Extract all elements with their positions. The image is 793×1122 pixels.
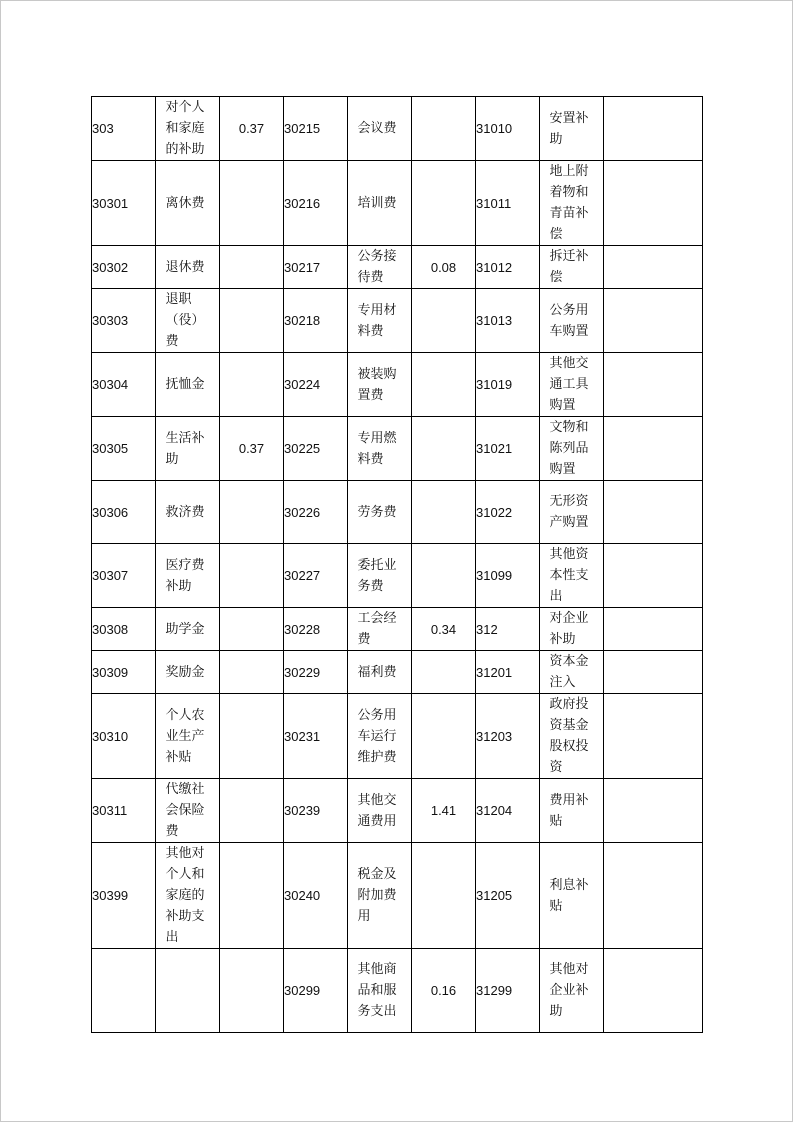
code-cell: 31201	[476, 651, 540, 694]
item-name-cell: 专用材料费	[348, 289, 412, 353]
code-cell: 30308	[92, 608, 156, 651]
item-name-cell: 退职（役）费	[156, 289, 220, 353]
code-cell: 30299	[284, 949, 348, 1033]
item-name-cell: 公务用车运行维护费	[348, 694, 412, 779]
amount-cell: 0.34	[412, 608, 476, 651]
item-name-cell: 对个人和家庭的补助	[156, 97, 220, 161]
amount-cell	[412, 353, 476, 417]
item-name-cell: 拆迁补偿	[540, 246, 604, 289]
code-cell: 31013	[476, 289, 540, 353]
item-name-cell: 福利费	[348, 651, 412, 694]
code-cell: 30302	[92, 246, 156, 289]
code-cell: 30303	[92, 289, 156, 353]
amount-cell	[604, 246, 703, 289]
item-name-cell: 离休费	[156, 161, 220, 246]
item-name-cell: 其他对个人和家庭的补助支出	[156, 843, 220, 949]
amount-cell: 1.41	[412, 779, 476, 843]
item-name-cell: 其他商品和服务支出	[348, 949, 412, 1033]
code-cell: 31012	[476, 246, 540, 289]
amount-cell	[604, 289, 703, 353]
item-name-cell: 公务接待费	[348, 246, 412, 289]
item-name-cell: 奖励金	[156, 651, 220, 694]
amount-cell	[412, 161, 476, 246]
table-row	[92, 481, 703, 544]
code-cell: 31205	[476, 843, 540, 949]
item-name-cell: 资本金注入	[540, 651, 604, 694]
code-cell: 30301	[92, 161, 156, 246]
code-cell: 30231	[284, 694, 348, 779]
code-cell: 30305	[92, 417, 156, 481]
item-name-cell	[156, 949, 220, 1033]
item-name-cell: 其他资本性支出	[540, 544, 604, 608]
table-row	[92, 949, 703, 1033]
code-cell: 31204	[476, 779, 540, 843]
code-cell: 30229	[284, 651, 348, 694]
item-name-cell: 费用补贴	[540, 779, 604, 843]
table-row	[92, 608, 703, 651]
item-name-cell: 利息补贴	[540, 843, 604, 949]
table-row	[92, 417, 703, 481]
item-name-cell: 工会经费	[348, 608, 412, 651]
item-name-cell: 税金及附加费用	[348, 843, 412, 949]
code-cell: 31099	[476, 544, 540, 608]
item-name-cell: 会议费	[348, 97, 412, 161]
code-cell: 30225	[284, 417, 348, 481]
code-cell: 30399	[92, 843, 156, 949]
code-cell: 303	[92, 97, 156, 161]
item-name-cell: 其他交通工具购置	[540, 353, 604, 417]
item-name-cell: 救济费	[156, 481, 220, 544]
code-cell: 30304	[92, 353, 156, 417]
code-cell: 30215	[284, 97, 348, 161]
item-name-cell: 医疗费补助	[156, 544, 220, 608]
table-row	[92, 161, 703, 246]
code-cell: 30227	[284, 544, 348, 608]
item-name-cell: 地上附着物和青苗补偿	[540, 161, 604, 246]
amount-cell	[220, 843, 284, 949]
amount-cell	[220, 353, 284, 417]
amount-cell	[412, 97, 476, 161]
code-cell: 30226	[284, 481, 348, 544]
table-row	[92, 651, 703, 694]
table-row	[92, 694, 703, 779]
item-name-cell: 对企业补助	[540, 608, 604, 651]
table-row	[92, 246, 703, 289]
amount-cell: 0.08	[412, 246, 476, 289]
item-name-cell: 培训费	[348, 161, 412, 246]
item-name-cell: 委托业务费	[348, 544, 412, 608]
item-name-cell: 专用燃料费	[348, 417, 412, 481]
item-name-cell: 政府投资基金股权投资	[540, 694, 604, 779]
amount-cell	[604, 417, 703, 481]
table-row	[92, 353, 703, 417]
code-cell: 30228	[284, 608, 348, 651]
amount-cell	[412, 651, 476, 694]
item-name-cell: 无形资产购置	[540, 481, 604, 544]
item-name-cell: 其他交通费用	[348, 779, 412, 843]
amount-cell	[412, 289, 476, 353]
amount-cell: 0.37	[220, 417, 284, 481]
amount-cell	[220, 289, 284, 353]
amount-cell	[604, 694, 703, 779]
code-cell: 31019	[476, 353, 540, 417]
amount-cell	[220, 246, 284, 289]
item-name-cell: 个人农业生产补贴	[156, 694, 220, 779]
item-name-cell: 生活补助	[156, 417, 220, 481]
amount-cell	[604, 843, 703, 949]
budget-expenditure-table	[91, 96, 703, 1033]
code-cell: 30240	[284, 843, 348, 949]
item-name-cell: 助学金	[156, 608, 220, 651]
amount-cell	[412, 544, 476, 608]
code-cell: 30309	[92, 651, 156, 694]
item-name-cell: 文物和陈列品购置	[540, 417, 604, 481]
amount-cell	[604, 481, 703, 544]
amount-cell: 0.16	[412, 949, 476, 1033]
code-cell: 30310	[92, 694, 156, 779]
code-cell: 30224	[284, 353, 348, 417]
amount-cell	[604, 949, 703, 1033]
amount-cell	[220, 161, 284, 246]
item-name-cell: 安置补助	[540, 97, 604, 161]
item-name-cell: 被装购置费	[348, 353, 412, 417]
code-cell: 31011	[476, 161, 540, 246]
table-row	[92, 97, 703, 161]
code-cell: 31022	[476, 481, 540, 544]
amount-cell: 0.37	[220, 97, 284, 161]
amount-cell	[220, 779, 284, 843]
code-cell: 31021	[476, 417, 540, 481]
amount-cell	[604, 651, 703, 694]
table-row	[92, 544, 703, 608]
code-cell: 31203	[476, 694, 540, 779]
amount-cell	[604, 544, 703, 608]
code-cell: 30218	[284, 289, 348, 353]
amount-cell	[220, 651, 284, 694]
amount-cell	[604, 97, 703, 161]
item-name-cell: 退休费	[156, 246, 220, 289]
amount-cell	[604, 353, 703, 417]
amount-cell	[604, 779, 703, 843]
code-cell	[92, 949, 156, 1033]
code-cell: 30217	[284, 246, 348, 289]
code-cell: 312	[476, 608, 540, 651]
amount-cell	[220, 544, 284, 608]
amount-cell	[412, 481, 476, 544]
item-name-cell: 劳务费	[348, 481, 412, 544]
amount-cell	[220, 694, 284, 779]
code-cell: 31010	[476, 97, 540, 161]
table-row	[92, 779, 703, 843]
amount-cell	[412, 694, 476, 779]
table-row	[92, 289, 703, 353]
amount-cell	[220, 481, 284, 544]
item-name-cell: 其他对企业补助	[540, 949, 604, 1033]
amount-cell	[604, 608, 703, 651]
amount-cell	[412, 417, 476, 481]
item-name-cell: 代缴社会保险费	[156, 779, 220, 843]
code-cell: 30311	[92, 779, 156, 843]
table-row	[92, 843, 703, 949]
amount-cell	[220, 949, 284, 1033]
amount-cell	[220, 608, 284, 651]
item-name-cell: 公务用车购置	[540, 289, 604, 353]
code-cell: 30239	[284, 779, 348, 843]
code-cell: 30307	[92, 544, 156, 608]
amount-cell	[412, 843, 476, 949]
code-cell: 30306	[92, 481, 156, 544]
code-cell: 30216	[284, 161, 348, 246]
code-cell: 31299	[476, 949, 540, 1033]
amount-cell	[604, 161, 703, 246]
item-name-cell: 抚恤金	[156, 353, 220, 417]
